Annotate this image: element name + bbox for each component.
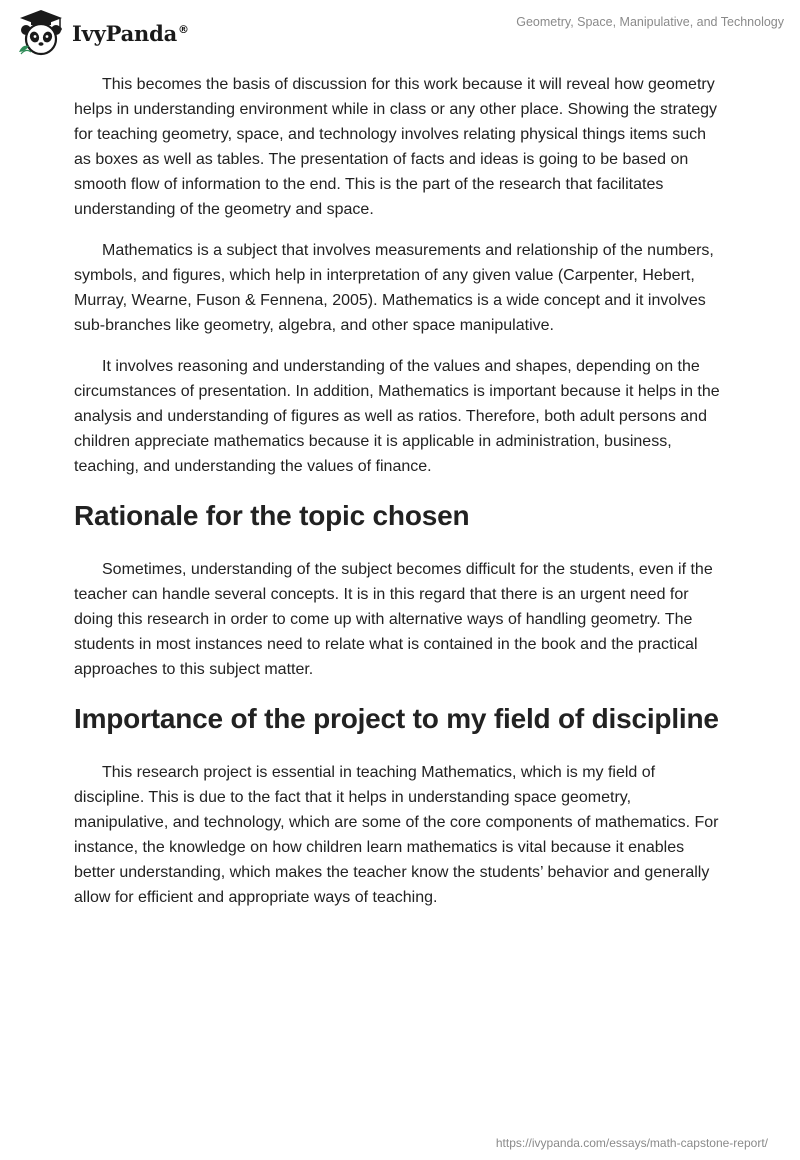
heading-importance: Importance of the project to my field of discipline xyxy=(74,703,719,734)
heading-rationale: Rationale for the topic chosen xyxy=(74,500,470,531)
paragraph-intro-3: It involves reasoning and understanding of the values and shapes, depending on the circumstances of presentation. In addition, Mathematics is important because it helps in the analysis and understanding of figures as well as ratios. Therefore, both adult persons and children appreciate mathematics because it is applicable in administration, business, teaching, and understanding the values of finance. xyxy=(74,358,720,475)
essay-body xyxy=(74,72,724,926)
paragraph-intro-1: This becomes the basis of discussion for this work because it will reveal how geometry helps in understanding environment while in class or any other place. Showing the strategy for teaching geometry, space, and technology involves relating physical things items such as boxes as well as tables. The presentation of facts and ideas is going to be based on smooth flow of information to the end. This is the part of the research that facilitates understanding of the geometry and space. xyxy=(74,76,718,218)
source-url[interactable]: https://ivypanda.com/essays/math-capstone-report/ xyxy=(495,1136,768,1150)
logo-wordmark: IvyPanda® xyxy=(72,20,189,46)
document-title: Geometry, Space, Manipulative, and Technology xyxy=(516,15,784,29)
panda-graduate-icon xyxy=(16,8,66,58)
paragraph-rationale: Sometimes, understanding of the subject becomes difficult for the students, even if the teacher can handle several concepts. It is in this regard that there is an urgent need for doing this research in order to come up with alternative ways of handling geometry. The students in most instances need to relate what is contained in the book and the practical approaches to this subject matter. xyxy=(74,561,713,678)
paragraph-importance: This research project is essential in teaching Mathematics, which is my field of discipline. This is due to the fact that it helps in understanding space geometry, manipulative, and technology, which are some of the core components of mathematics. For instance, the knowledge on how children learn mathematics is vital because it enables better understanding, which makes the teacher know the students’ behavior and generally allow for efficient and appropriate ways of teaching. xyxy=(74,764,719,906)
page-header xyxy=(16,8,784,60)
ivypanda-logo[interactable] xyxy=(16,8,189,58)
paragraph-intro-2: Mathematics is a subject that involves measurements and relationship of the numbers, symbols, and figures, which help in interpretation of any given value (Carpenter, Hebert, Murray, Wearne, Fuson & Fennena, 2005). Mathematics is a wide concept and it involves sub-branches like geometry, algebra, and other space manipulative. xyxy=(74,242,714,334)
